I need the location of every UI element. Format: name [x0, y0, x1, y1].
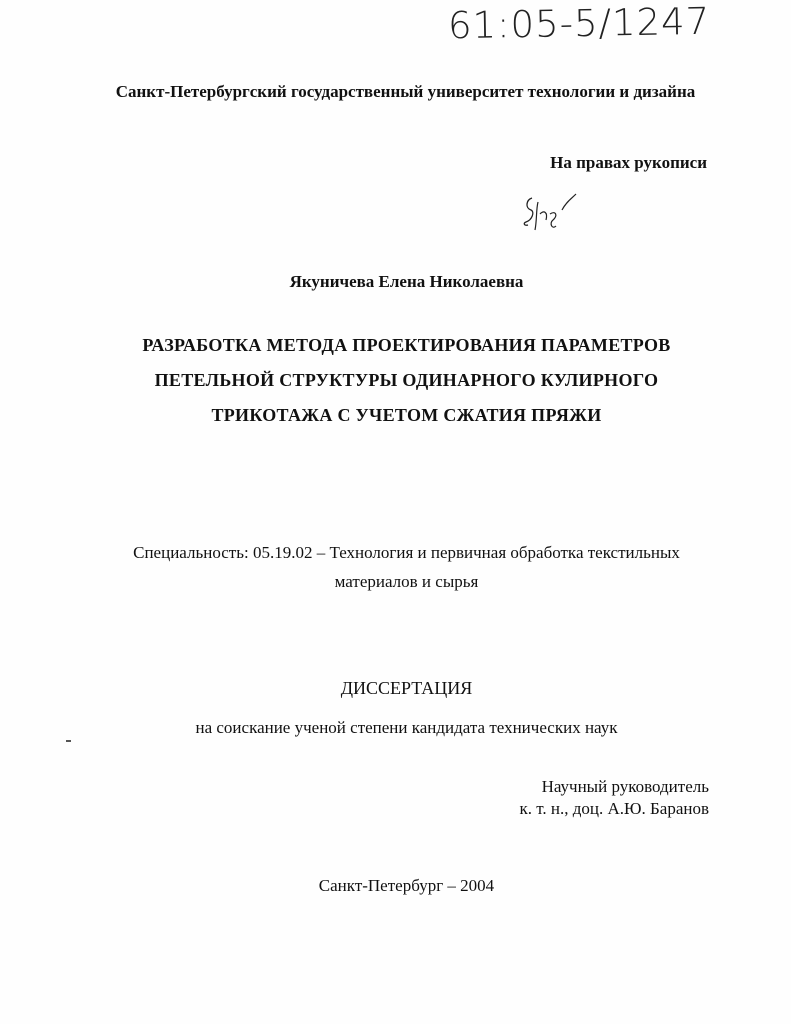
scan-speck — [66, 740, 71, 742]
handwritten-registration-code: 61:05-5/1247 — [447, 0, 711, 48]
supervisor-label: Научный руководитель — [541, 777, 709, 796]
handwritten-signature — [520, 190, 582, 236]
university-name: Санкт-Петербургский государственный университет технологии и дизайна — [115, 82, 696, 101]
title-line-2: ПЕТЕЛЬНОЙ СТРУКТУРЫ ОДИНАРНОГО КУЛИРНОГО — [154, 370, 659, 390]
title-line-1: РАЗРАБОТКА МЕТОДА ПРОЕКТИРОВАНИЯ ПАРАМЕТРОВ — [142, 335, 671, 355]
specialty-block — [0, 538, 791, 596]
supervisor-name: к. т. н., доц. А.Ю. Баранов — [519, 799, 709, 818]
author-name: Якуничева Елена Николаевна — [289, 272, 524, 291]
title-line-3: ТРИКОТАЖА С УЧЕТОМ СЖАТИЯ ПРЯЖИ — [211, 405, 602, 425]
dissertation-title — [0, 328, 791, 433]
manuscript-rights-note: На правах рукописи — [550, 153, 707, 172]
degree-statement: на соискание ученой степени кандидата технических наук — [195, 718, 618, 737]
document-type: ДИССЕРТАЦИЯ — [340, 678, 473, 698]
specialty-line-1: Специальность: 05.19.02 – Технология и первичная обработка текстильных — [133, 543, 680, 562]
supervisor-block — [520, 776, 709, 820]
place-and-year: Санкт-Петербург – 2004 — [318, 876, 495, 895]
specialty-line-2: материалов и сырья — [334, 572, 479, 591]
